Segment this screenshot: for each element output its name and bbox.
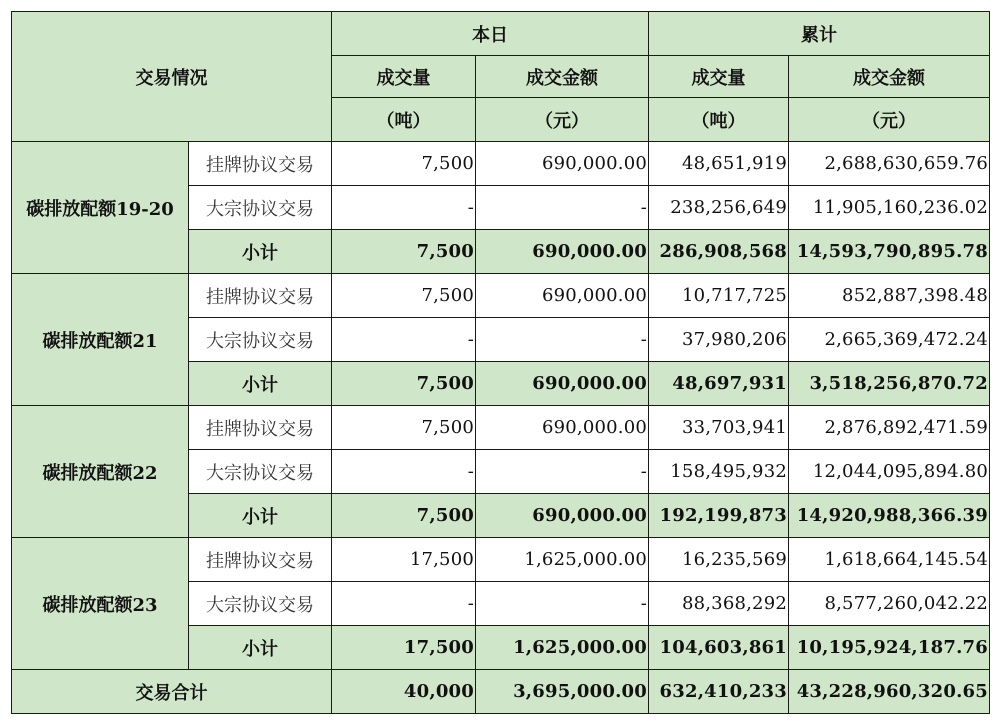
header-cum-amount: 成交金额 [789,56,990,98]
row-type: 大宗协议交易 [189,582,332,626]
total-day-amount: 3,695,000.00 [476,670,649,714]
header-today-volume-unit: （吨） [332,98,476,142]
total-row [12,670,990,714]
cell-day-volume: - [332,318,476,362]
header-today: 本日 [332,12,649,56]
table-row [12,274,990,318]
cell-day-amount: 1,625,000.00 [476,626,649,670]
cell-day-volume: 17,500 [332,626,476,670]
table-row [12,406,990,450]
cell-day-amount: 1,625,000.00 [476,538,649,582]
group-name: 碳排放配额21 [12,274,189,406]
cell-day-volume: 7,500 [332,230,476,274]
row-type: 大宗协议交易 [189,318,332,362]
group-name: 碳排放配额19-20 [12,142,189,274]
header-today-amount-unit: （元） [476,98,649,142]
cell-day-volume: 7,500 [332,362,476,406]
cell-day-amount: 690,000.00 [476,274,649,318]
group-name: 碳排放配额22 [12,406,189,538]
table-row [12,538,990,582]
cell-day-amount: - [476,186,649,230]
cell-day-amount: 690,000.00 [476,494,649,538]
cell-cum-amount: 14,593,790,895.78 [789,230,990,274]
cell-cum-amount: 10,195,924,187.76 [789,626,990,670]
cell-cum-volume: 192,199,873 [649,494,789,538]
cell-cum-amount: 2,665,369,472.24 [789,318,990,362]
cell-day-amount: 690,000.00 [476,406,649,450]
cell-cum-amount: 12,044,095,894.80 [789,450,990,494]
row-type: 挂牌协议交易 [189,538,332,582]
row-type: 小计 [189,362,332,406]
cell-cum-volume: 286,908,568 [649,230,789,274]
cell-cum-volume: 16,235,569 [649,538,789,582]
row-type: 大宗协议交易 [189,186,332,230]
cell-cum-amount: 2,876,892,471.59 [789,406,990,450]
cell-cum-amount: 1,618,664,145.54 [789,538,990,582]
cell-cum-amount: 3,518,256,870.72 [789,362,990,406]
cell-cum-amount: 11,905,160,236.02 [789,186,990,230]
row-type: 小计 [189,230,332,274]
cell-cum-amount: 14,920,988,366.39 [789,494,990,538]
cell-cum-amount: 8,577,260,042.22 [789,582,990,626]
cell-cum-volume: 33,703,941 [649,406,789,450]
row-type: 挂牌协议交易 [189,142,332,186]
cell-cum-volume: 104,603,861 [649,626,789,670]
total-cum-amount: 43,228,960,320.65 [789,670,990,714]
trading-summary-table [11,11,990,714]
total-day-volume: 40,000 [332,670,476,714]
row-type: 挂牌协议交易 [189,274,332,318]
row-type: 小计 [189,626,332,670]
group-name: 碳排放配额23 [12,538,189,670]
cell-cum-amount: 2,688,630,659.76 [789,142,990,186]
cell-day-volume: - [332,450,476,494]
header-cumulative: 累计 [649,12,990,56]
cell-day-volume: 7,500 [332,494,476,538]
header-cum-volume-unit: （吨） [649,98,789,142]
cell-day-volume: - [332,582,476,626]
total-label: 交易合计 [12,670,332,714]
cell-day-amount: - [476,450,649,494]
cell-day-amount: - [476,582,649,626]
cell-day-volume: 7,500 [332,274,476,318]
header-cum-volume: 成交量 [649,56,789,98]
cell-cum-volume: 158,495,932 [649,450,789,494]
row-type: 大宗协议交易 [189,450,332,494]
cell-day-volume: - [332,186,476,230]
header-today-volume: 成交量 [332,56,476,98]
cell-cum-volume: 37,980,206 [649,318,789,362]
cell-day-amount: 690,000.00 [476,230,649,274]
cell-cum-amount: 852,887,398.48 [789,274,990,318]
header-today-amount: 成交金额 [476,56,649,98]
cell-day-amount: 690,000.00 [476,142,649,186]
cell-day-volume: 7,500 [332,406,476,450]
cell-cum-volume: 48,697,931 [649,362,789,406]
cell-day-amount: - [476,318,649,362]
cell-cum-volume: 238,256,649 [649,186,789,230]
cell-cum-volume: 88,368,292 [649,582,789,626]
cell-day-volume: 7,500 [332,142,476,186]
header-cum-amount-unit: （元） [789,98,990,142]
row-type: 挂牌协议交易 [189,406,332,450]
header-trading-situation: 交易情况 [12,12,332,142]
cell-cum-volume: 48,651,919 [649,142,789,186]
cell-day-amount: 690,000.00 [476,362,649,406]
cell-day-volume: 17,500 [332,538,476,582]
table-row [12,142,990,186]
row-type: 小计 [189,494,332,538]
total-cum-volume: 632,410,233 [649,670,789,714]
cell-cum-volume: 10,717,725 [649,274,789,318]
